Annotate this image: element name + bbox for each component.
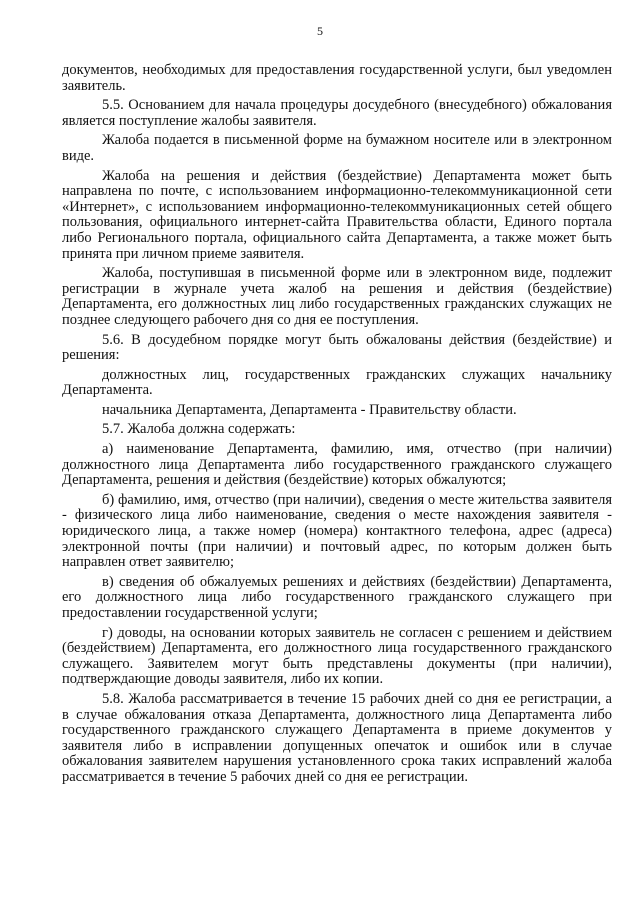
paragraph: документов, необходимых для предоставления государственной услуги, был уведомлен заявитель. xyxy=(62,62,612,94)
document-body xyxy=(62,63,612,790)
page-number: 5 xyxy=(317,24,323,38)
paragraph: 5.5. Основанием для начала процедуры досудебного (внесудебного) обжалования является поступление жалобы заявителя. xyxy=(62,97,612,129)
paragraph: б) фамилию, имя, отчество (при наличии), сведения о месте жительства заявителя - физического лица либо наименование, сведения о месте нахождения заявителя - юридического лица, а также номер (номера) контактного телефона, адрес (адреса) электронной почты (при наличии) и почтовый адрес, по которым должен быть направлен ответ заявителю; xyxy=(62,491,612,571)
paragraph: 5.6. В досудебном порядке могут быть обжалованы действия (бездействие) и решения: xyxy=(62,331,612,364)
paragraph: Жалоба, поступившая в письменной форме или в электронном виде, подлежит регистрации в журнале учета жалоб на решения и действия (бездействие) Департамента, его должностных лиц либо государственных гражданских служащих не позднее следующего рабочего дня со дня ее поступления. xyxy=(62,265,612,328)
paragraph: в) сведения об обжалуемых решениях и действиях (бездействии) Департамента, его должностного лица либо государственного гражданского служащего при предоставлении государственной услуги; xyxy=(62,573,612,621)
paragraph: 5.8. Жалоба рассматривается в течение 15 рабочих дней со дня ее регистрации, а в случае обжалования отказа Департамента, должностного лица Департамента либо государственного гражданского служащего Департамента в приеме документов у заявителя либо в исправлении допущенных опечаток и ошибок или в случае обжалования заявителем нарушения установленного срока таких исправлений жалоба рассматривается в течение 5 рабочих дней со дня ее регистрации. xyxy=(62,690,612,785)
paragraph: начальника Департамента, Департамента - Правительству области. xyxy=(102,401,517,418)
paragraph: Жалоба подается в письменной форме на бумажном носителе или в электронном виде. xyxy=(62,132,612,164)
paragraph: 5.7. Жалоба должна содержать: xyxy=(102,421,296,438)
paragraph: Жалоба на решения и действия (бездействие) Департамента может быть направлена по почте, с использованием информационно-телекоммуникационной сети «Интернет», с использованием информационно-телекоммуникационных сетей общего пользования, официального интернет-сайта Правительства области, Единого портала либо Регионального портала, официального сайта Департамента, а также может быть принята при личном приеме заявителя. xyxy=(62,167,612,262)
paragraph: а) наименование Департамента, фамилию, имя, отчество (при наличии) должностного лица Департамента либо государственного гражданского служащего Департамента, решения и действия (бездействие) которых обжалуются; xyxy=(62,441,612,489)
paragraph: должностных лиц, государственных гражданских служащих начальнику Департамента. xyxy=(62,366,612,399)
paragraph: г) доводы, на основании которых заявитель не согласен с решением и действием (бездействием) Департамента, его должностного лица государственного гражданского служащего. Заявителем могут быть представлены документы (при наличии), подтверждающие доводы заявителя, либо их копии. xyxy=(62,624,612,688)
